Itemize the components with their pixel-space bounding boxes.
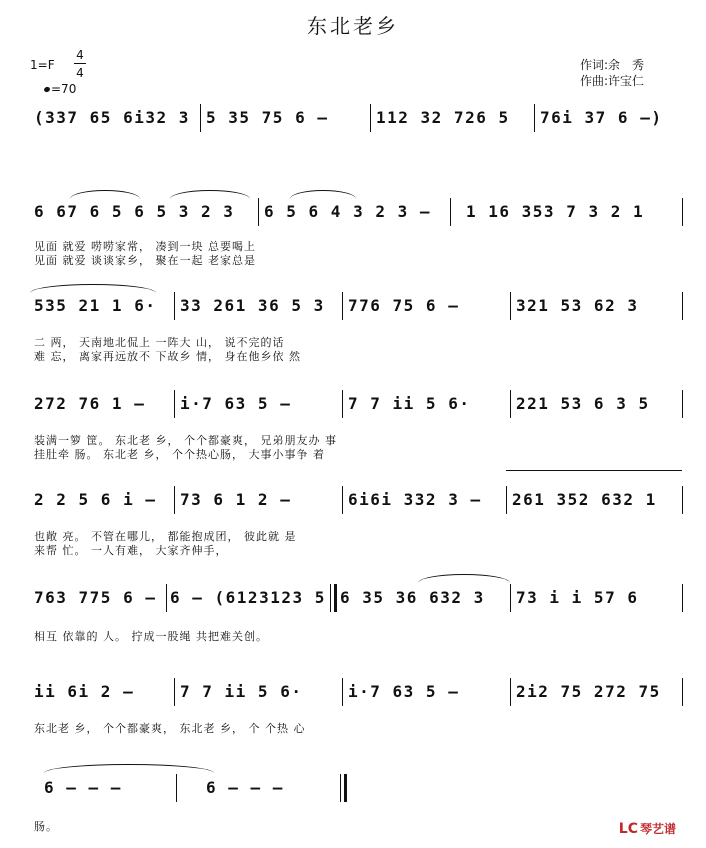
barline: [450, 198, 451, 226]
lyric-line-2: 挂肚牵 肠。 东北老 乡， 个个热心肠， 大事小事争 着: [34, 448, 325, 461]
song-title: 东北老乡: [307, 14, 399, 38]
staff-row: [30, 290, 685, 322]
measure: 76i 37 6 –): [540, 108, 663, 127]
lyric-line-1: 东北老 乡， 个个都豪爽， 东北老 乡， 个 个热 心: [34, 722, 306, 735]
barline: [510, 678, 511, 706]
measure: i·7 63 5 –: [348, 682, 460, 701]
barline: [174, 390, 175, 418]
lyricist-credit: 作词:余 秀: [580, 58, 645, 72]
lyric-line-1: 肠。: [34, 820, 58, 833]
barline: [510, 584, 511, 612]
final-barline: [344, 774, 347, 802]
composer-credit: 作曲:许宝仁: [580, 74, 645, 88]
logo-icon: LC: [618, 821, 638, 837]
quarter-note-icon: [43, 86, 50, 93]
measure: 6 5 6 4 3 2 3 –: [264, 202, 431, 221]
barline: [510, 292, 511, 320]
barline: [682, 292, 683, 320]
measure: ii 6i 2 –: [34, 682, 135, 701]
slur: [418, 574, 510, 583]
barline: [682, 390, 683, 418]
volta-bracket: [506, 470, 682, 479]
staff-row: [30, 484, 685, 516]
measure: 221 53 6 3 5: [516, 394, 650, 413]
measure: 535 21 1 6·: [34, 296, 157, 315]
barline: [506, 486, 507, 514]
measure: 2 2 5 6 i –: [34, 490, 157, 509]
tempo-value: =70: [51, 82, 77, 96]
measure: 5 35 75 6 –: [206, 108, 329, 127]
measure: 6 – – –: [206, 778, 284, 797]
measure: 321 53 62 3: [516, 296, 639, 315]
time-signature-bar: [74, 63, 86, 64]
staff-row-intro: [30, 102, 685, 134]
barline: [330, 584, 331, 612]
measure: 261 352 632 1: [512, 490, 657, 509]
barline: [340, 774, 341, 802]
measure: 6 – (6123123 5: [170, 588, 326, 607]
barline: [682, 198, 683, 226]
barline: [342, 486, 343, 514]
staff-row: [30, 772, 685, 804]
staff-row: [30, 388, 685, 420]
tempo-marking: [44, 82, 76, 96]
lyric-line-2: 难 忘， 离家再远放不 下故乡 情， 身在他乡依 然: [34, 350, 301, 363]
lyric-line-2: 来帮 忙。 一人有难， 大家齐伸手，: [34, 544, 228, 557]
measure: 1 16 353 7 3 2 1: [466, 202, 645, 221]
measure: 7 7 ii 5 6·: [348, 394, 471, 413]
lyric-line-1: 相互 依靠的 人。 拧成一股绳 共把难关创。: [34, 630, 268, 643]
lyric-line-1: 见面 就爱 唠唠家常， 凑到一块 总要喝上: [34, 240, 256, 253]
measure: (337 65 6i32 3: [34, 108, 190, 127]
slur: [30, 284, 156, 293]
measure: 6 35 36 632 3: [340, 588, 485, 607]
measure: 112 32 726 5: [376, 108, 510, 127]
barline: [682, 678, 683, 706]
barline: [166, 584, 167, 612]
barline: [342, 390, 343, 418]
measure: 763 775 6 –: [34, 588, 157, 607]
time-signature-top: 4: [76, 48, 84, 62]
barline: [342, 678, 343, 706]
time-signature-bottom: 4: [76, 66, 84, 80]
barline: [176, 774, 177, 802]
slur: [290, 190, 356, 199]
watermark-logo: [619, 820, 676, 837]
barline: [258, 198, 259, 226]
measure: 33 261 36 5 3: [180, 296, 325, 315]
barline: [174, 678, 175, 706]
tie: [44, 764, 214, 773]
barline: [370, 104, 371, 132]
lyric-line-1: 也敞 亮。 不管在哪儿， 都能抱成团， 彼此就 是: [34, 530, 297, 543]
measure: 6 67 6 5 6 5 3 2 3: [34, 202, 235, 221]
slur: [170, 190, 250, 199]
measure: 6i6i 332 3 –: [348, 490, 482, 509]
key-signature: 1=F: [30, 58, 55, 72]
measure: 6 – – –: [44, 778, 122, 797]
measure: i·7 63 5 –: [180, 394, 292, 413]
measure: 272 76 1 –: [34, 394, 146, 413]
measure: 7 7 ii 5 6·: [180, 682, 303, 701]
measure: 2i2 75 272 75: [516, 682, 661, 701]
lyric-line-1: 二 两， 天南地北侃上 一阵大 山， 说不完的话: [34, 336, 285, 349]
measure: 776 75 6 –: [348, 296, 460, 315]
staff-row: [30, 582, 685, 614]
barline: [174, 486, 175, 514]
barline: [342, 292, 343, 320]
measure: 73 i i 57 6: [516, 588, 639, 607]
staff-row: [30, 676, 685, 708]
logo-text: 琴艺谱: [639, 822, 676, 836]
slur: [70, 190, 140, 199]
lyric-line-1: 装满一箩 筐。 东北老 乡， 个个都豪爽， 兄弟朋友办 事: [34, 434, 337, 447]
measure: 73 6 1 2 –: [180, 490, 292, 509]
barline: [682, 584, 683, 612]
barline: [174, 292, 175, 320]
staff-row: [30, 196, 685, 228]
lyric-line-2: 见面 就爱 谈谈家乡， 聚在一起 老家总是: [34, 254, 256, 267]
repeat-barline: [334, 584, 337, 612]
barline: [200, 104, 201, 132]
barline: [682, 486, 683, 514]
barline: [534, 104, 535, 132]
barline: [510, 390, 511, 418]
